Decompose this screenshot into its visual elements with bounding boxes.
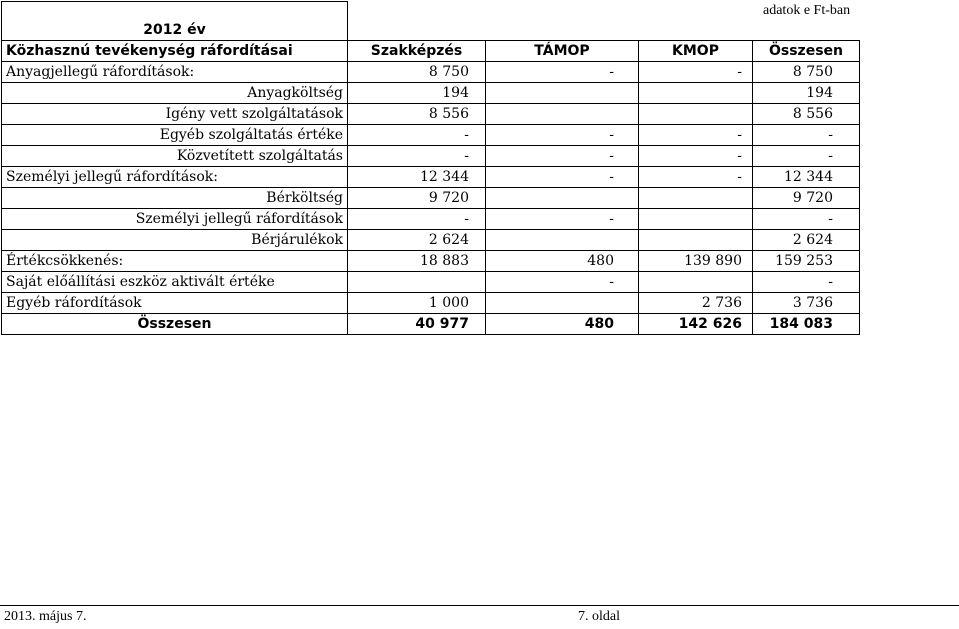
cell-kmop: -: [639, 62, 753, 83]
cell-tamop: [486, 230, 639, 251]
table-row: [2, 146, 860, 167]
total-szakkepzes: 40 977: [348, 314, 486, 335]
total-label: Összesen: [2, 314, 348, 335]
table-row: [2, 272, 860, 293]
table-row: [2, 230, 860, 251]
cell-osszesen: 9 720: [753, 188, 860, 209]
cell-osszesen: 8 750: [753, 62, 860, 83]
cell-szakkepzes: 12 344: [348, 167, 486, 188]
cell-szakkepzes: [348, 272, 486, 293]
cell-osszesen: -: [753, 272, 860, 293]
row-label: Igény vett szolgáltatások: [2, 104, 348, 125]
cell-tamop: [486, 188, 639, 209]
table-row: [2, 83, 860, 104]
cell-kmop: [639, 209, 753, 230]
cell-osszesen: 3 736: [753, 293, 860, 314]
row-label: Anyagköltség: [2, 83, 348, 104]
cell-kmop: [639, 230, 753, 251]
cell-osszesen: 194: [753, 83, 860, 104]
row-label: Egyéb szolgáltatás értéke: [2, 125, 348, 146]
row-label: Közvetített szolgáltatás: [2, 146, 348, 167]
cell-szakkepzes: -: [348, 209, 486, 230]
cell-kmop: 139 890: [639, 251, 753, 272]
column-header-osszesen: Összesen: [753, 41, 860, 62]
column-header-tamop: TÁMOP: [486, 41, 639, 62]
row-label: Személyi jellegű ráfordítások:: [2, 167, 348, 188]
cell-tamop: -: [486, 167, 639, 188]
table-row: [2, 125, 860, 146]
cell-kmop: -: [639, 167, 753, 188]
table-row: [2, 293, 860, 314]
cell-szakkepzes: 1 000: [348, 293, 486, 314]
row-label: Saját előállítási eszköz aktivált értéke: [2, 272, 348, 293]
cell-szakkepzes: 194: [348, 83, 486, 104]
row-label: Bérjárulékok: [2, 230, 348, 251]
cell-osszesen: -: [753, 125, 860, 146]
table-row: [2, 188, 860, 209]
row-label: Egyéb ráfordítások: [2, 293, 348, 314]
cell-tamop: -: [486, 125, 639, 146]
row-label: Személyi jellegű ráfordítások: [2, 209, 348, 230]
total-tamop: 480: [486, 314, 639, 335]
cell-kmop: [639, 104, 753, 125]
cell-kmop: 2 736: [639, 293, 753, 314]
table-row: [2, 209, 860, 230]
table-row: [2, 62, 860, 83]
cell-tamop: [486, 293, 639, 314]
total-kmop: 142 626: [639, 314, 753, 335]
header-row: [2, 41, 860, 62]
row-label: Értékcsökkenés:: [2, 251, 348, 272]
footer-divider: [0, 605, 959, 606]
cell-kmop: -: [639, 125, 753, 146]
row-label: Anyagjellegű ráfordítások:: [2, 62, 348, 83]
total-row: [2, 314, 860, 335]
total-osszesen: 184 083: [753, 314, 860, 335]
table-row: [2, 251, 860, 272]
column-header-szakkepzes: Szakképzés: [348, 41, 486, 62]
cell-osszesen: 8 556: [753, 104, 860, 125]
cell-tamop: [486, 83, 639, 104]
cell-szakkepzes: 9 720: [348, 188, 486, 209]
footer-date: 2013. május 7.: [4, 609, 87, 624]
row-label: Bérköltség: [2, 188, 348, 209]
cell-osszesen: 2 624: [753, 230, 860, 251]
year-title: 2012 év: [2, 2, 348, 41]
table-row: [2, 104, 860, 125]
cell-kmop: [639, 272, 753, 293]
cell-osszesen: -: [753, 209, 860, 230]
footer-page-number: 7. oldal: [578, 609, 620, 624]
cell-tamop: -: [486, 209, 639, 230]
column-header-label: Közhasznú tevékenység ráfordításai: [2, 41, 348, 62]
expense-table: [1, 1, 860, 335]
table-row: [2, 167, 860, 188]
cell-osszesen: 159 253: [753, 251, 860, 272]
cell-tamop: -: [486, 272, 639, 293]
unit-note: adatok e Ft-ban: [763, 3, 851, 18]
cell-kmop: [639, 83, 753, 104]
cell-kmop: [639, 188, 753, 209]
cell-szakkepzes: 8 556: [348, 104, 486, 125]
cell-szakkepzes: -: [348, 125, 486, 146]
cell-szakkepzes: -: [348, 146, 486, 167]
column-header-kmop: KMOP: [639, 41, 753, 62]
cell-osszesen: 12 344: [753, 167, 860, 188]
cell-szakkepzes: 18 883: [348, 251, 486, 272]
cell-tamop: -: [486, 62, 639, 83]
cell-tamop: -: [486, 146, 639, 167]
cell-tamop: 480: [486, 251, 639, 272]
cell-kmop: -: [639, 146, 753, 167]
cell-szakkepzes: 2 624: [348, 230, 486, 251]
cell-szakkepzes: 8 750: [348, 62, 486, 83]
title-row: [2, 2, 860, 41]
cell-osszesen: -: [753, 146, 860, 167]
cell-tamop: [486, 104, 639, 125]
